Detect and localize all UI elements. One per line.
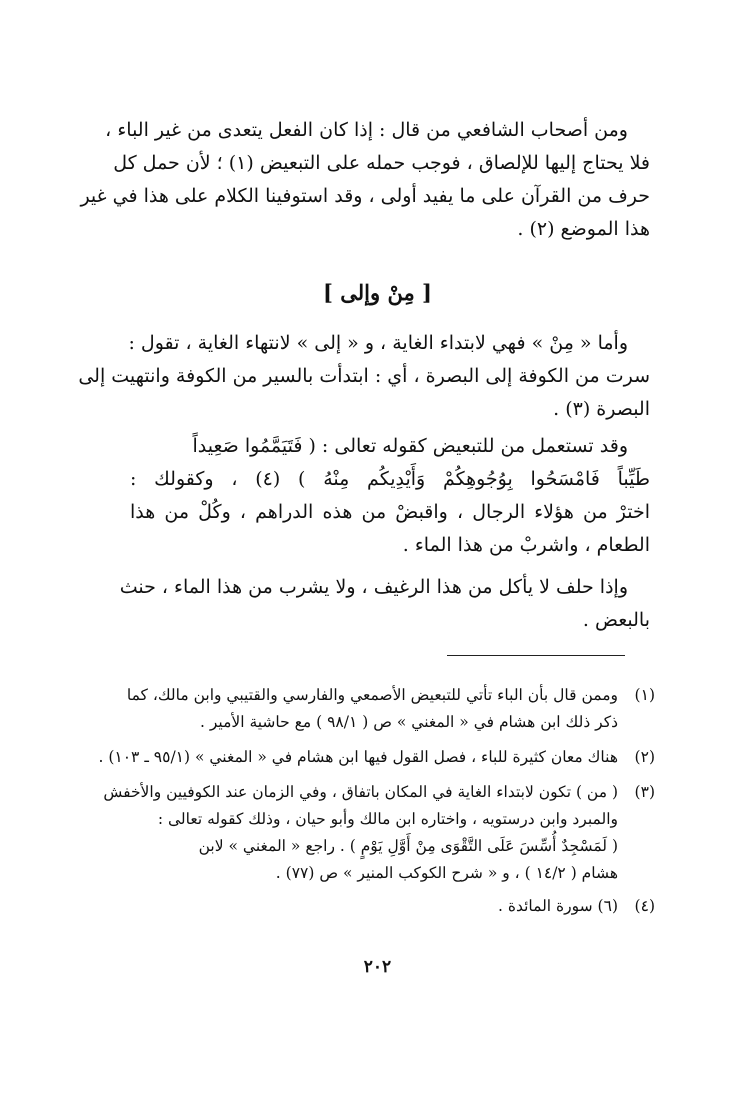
footnote-1 <box>100 682 655 736</box>
paragraph-line: وأما « مِنْ » فهي لابتداء الغاية ، و « إلى » لانتهاء الغاية ، تقول : <box>128 332 628 354</box>
footnote-2 <box>100 744 655 771</box>
paragraph-line: البصرة (٣) . <box>553 398 650 420</box>
paragraph-line: طَيِّباً فَامْسَحُوا بِوُجُوهِكُمْ وَأَيْدِيكُم مِنْهُ ) (٤) ، وكقولك : <box>130 468 651 490</box>
paragraph-4 <box>119 571 650 637</box>
footnotes <box>100 682 655 920</box>
footnote-line: هناك معان كثيرة للباء ، فصل القول فيها ابن هشام في « المغني » (٩٥/١ ـ ١٠٣) . <box>98 748 618 766</box>
footnote-number: (٣) <box>634 783 655 801</box>
footnote-number: (١) <box>634 686 655 704</box>
paragraph-line: وقد تستعمل من للتبعيض كقوله تعالى : ( فَتَيَمَّمُوا صَعِيداً <box>192 435 628 457</box>
paragraph-line: هذا الموضع (٢) . <box>517 218 650 240</box>
paragraph-line: اخترْ من هؤلاء الرجال ، واقبضْ من هذه الدراهم ، وكُلْ من هذا <box>130 501 650 523</box>
paragraph-line: حرف من القرآن على ما يفيد أولى ، وقد استوفينا الكلام على هذا في غير <box>80 185 650 207</box>
footnote-line: والمبرد وابن درستويه ، واختاره ابن مالك وأبو حيان ، وذلك كقوله تعالى : <box>157 810 618 828</box>
paragraph-line: وإذا حلف لا يأكل من هذا الرغيف ، ولا يشرب من هذا الماء ، حنث <box>119 576 628 598</box>
paragraph-2 <box>78 327 650 426</box>
paragraph-line: بالبعض . <box>582 609 650 631</box>
footnote-separator <box>447 655 625 656</box>
paragraph-line: الطعام ، واشربْ من هذا الماء . <box>402 534 650 556</box>
footnote-line: هشام ( ١٤/٢ ) ، و « شرح الكوكب المنير » ص (٧٧) . <box>275 864 618 882</box>
paragraph-line: سرت من الكوفة إلى البصرة ، أي : ابتدأت بالسير من الكوفة وانتهيت إلى <box>78 365 650 387</box>
footnote-3 <box>100 779 655 887</box>
paragraph-1 <box>80 114 650 246</box>
footnote-line: وممن قال بأن الباء تأتي للتبعيض الأصمعي والفارسي والقتيبي وابن مالك، كما <box>126 686 618 704</box>
paragraph-line: فلا يحتاج إليها للإلصاق ، فوجب حمله على التبعيض (١) ؛ لأن حمل كل <box>113 152 650 174</box>
page-number: ٢٠٢ <box>363 957 392 977</box>
section-heading: [ مِنْ وإلى ] <box>323 280 432 305</box>
footnote-number: (٢) <box>634 748 655 766</box>
footnote-4 <box>100 893 655 920</box>
paragraph-line: ومن أصحاب الشافعي من قال : إذا كان الفعل يتعدى من غير الباء ، <box>105 119 628 141</box>
footnote-number: (٤) <box>634 897 655 915</box>
footnote-line: ذكر ذلك ابن هشام في « المغني » ص ( ٩٨/١ ) مع حاشية الأمير . <box>199 713 618 731</box>
footnote-line: (٦) سورة المائدة . <box>497 897 618 915</box>
footnote-line: ( لَمَسْجِدٌ أُسِّسَ عَلَى التَّقْوَى مِنْ أَوَّلِ يَوْمٍ ) . راجع « المغني » لابن <box>198 837 618 855</box>
paragraph-3 <box>130 430 650 562</box>
footnote-line: ( من ) تكون لابتداء الغاية في المكان باتفاق ، وفي الزمان عند الكوفيين والأخفش <box>103 783 618 801</box>
